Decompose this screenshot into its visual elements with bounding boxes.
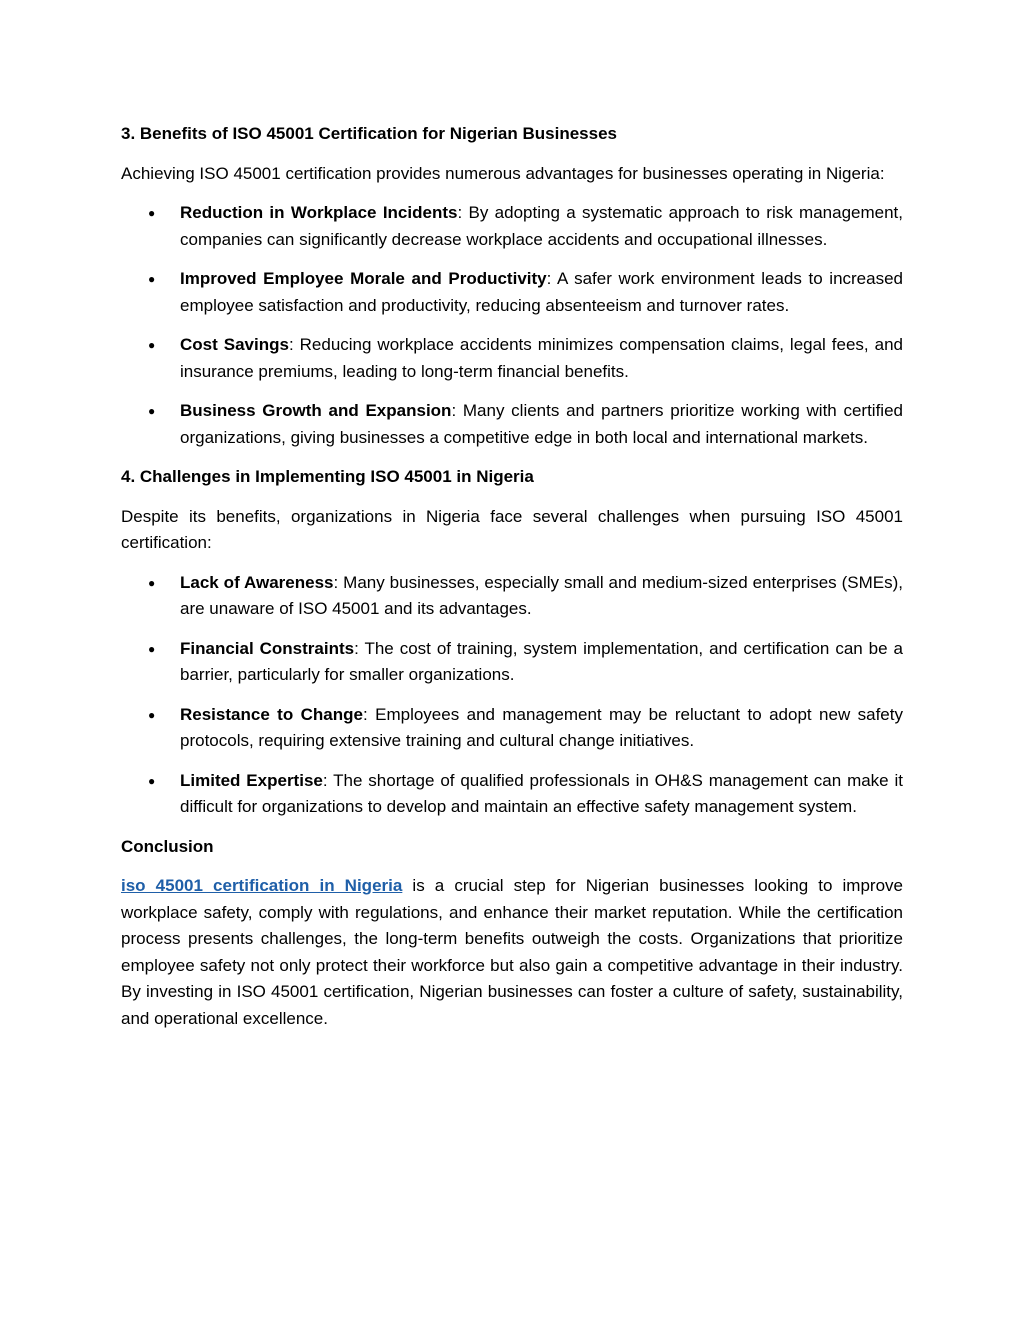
list-item — [121, 768, 903, 821]
bullet-icon: ● — [148, 773, 156, 788]
list-item-text: : By adopting a systematic approach to risk management, companies can significantly decrease workplace accidents and occupational illnesses. — [180, 203, 903, 249]
bullet-icon: ● — [148, 707, 156, 722]
list-item — [121, 398, 903, 451]
section3-heading: 3. Benefits of ISO 45001 Certification for Nigerian Businesses — [121, 124, 617, 143]
bullet-icon: ● — [148, 272, 156, 286]
iso-certification-link[interactable]: iso 45001 certification in Nigeria — [121, 876, 403, 895]
list-item-text: : Employees and management may be reluctant to adopt new safety protocols, requiring extensive training and cultural change initiatives. — [180, 704, 903, 750]
challenges-list — [121, 570, 903, 821]
benefits-list — [121, 200, 903, 451]
list-item-text: : A safer work environment leads to increased employee satisfaction and productivity, reducing absenteeism and turnover rates. — [180, 269, 904, 315]
list-item-text: : Many businesses, especially small and medium-sized enterprises (SMEs), are unaware of ISO 45001 and its advantages. — [180, 572, 903, 618]
list-item — [121, 266, 903, 319]
list-item-term: Lack of Awareness — [180, 572, 334, 592]
list-item-term: Financial Constraints — [180, 638, 355, 658]
section3-intro: Achieving ISO 45001 certification provides numerous advantages for businesses operating in Nigeria: — [121, 163, 885, 183]
list-item-term: Business Growth and Expansion — [180, 401, 452, 420]
bullet-icon: ● — [148, 338, 156, 352]
bullet-icon: ● — [148, 206, 156, 220]
list-item — [121, 332, 903, 385]
list-item-term: Limited Expertise — [180, 770, 323, 790]
list-item-text: : Reducing workplace accidents minimizes compensation claims, legal fees, and insurance premiums, leading to long-term financial benefits. — [180, 335, 903, 381]
list-item-text: : The cost of training, system implementation, and certification can be a barrier, particularly for smaller organizations. — [180, 638, 903, 684]
list-item-text: : The shortage of qualified professionals in OH&S management can make it difficult for organizations to develop and maintain an effective safety management system. — [180, 770, 903, 816]
conclusion-body: is a crucial step for Nigerian businesses looking to improve workplace safety, comply with regulations, and enhance their market reputation. While the certification process presents challenges, the long-term benefits outweigh the costs. Organizations that prioritize employee safety not only protect their workforce but also gain a competitive advantage in their industry. By investing in ISO 45001 certification, Nigerian businesses can foster a culture of safety, sustainability, and operational excellence. — [121, 876, 903, 1028]
conclusion-heading: Conclusion — [121, 836, 214, 856]
list-item-term: Improved Employee Morale and Productivity — [180, 269, 547, 288]
section4-intro: Despite its benefits, organizations in Nigeria face several challenges when pursuing ISO 45001 certification: — [121, 506, 903, 552]
conclusion-paragraph — [121, 873, 903, 1032]
list-item — [121, 570, 903, 623]
list-item — [121, 200, 903, 253]
section4-heading: 4. Challenges in Implementing ISO 45001 in Nigeria — [121, 467, 534, 486]
bullet-icon: ● — [148, 404, 156, 418]
list-item-term: Reduction in Workplace Incidents — [180, 203, 458, 222]
list-item-term: Resistance to Change — [180, 704, 363, 724]
list-item — [121, 636, 903, 689]
bullet-icon: ● — [148, 575, 156, 590]
bullet-icon: ● — [148, 641, 156, 656]
document-page — [121, 121, 903, 1045]
list-item-term: Cost Savings — [180, 335, 289, 354]
list-item — [121, 702, 903, 755]
list-item-text: : Many clients and partners prioritize working with certified organizations, giving businesses a competitive edge in both local and international markets. — [180, 401, 903, 447]
